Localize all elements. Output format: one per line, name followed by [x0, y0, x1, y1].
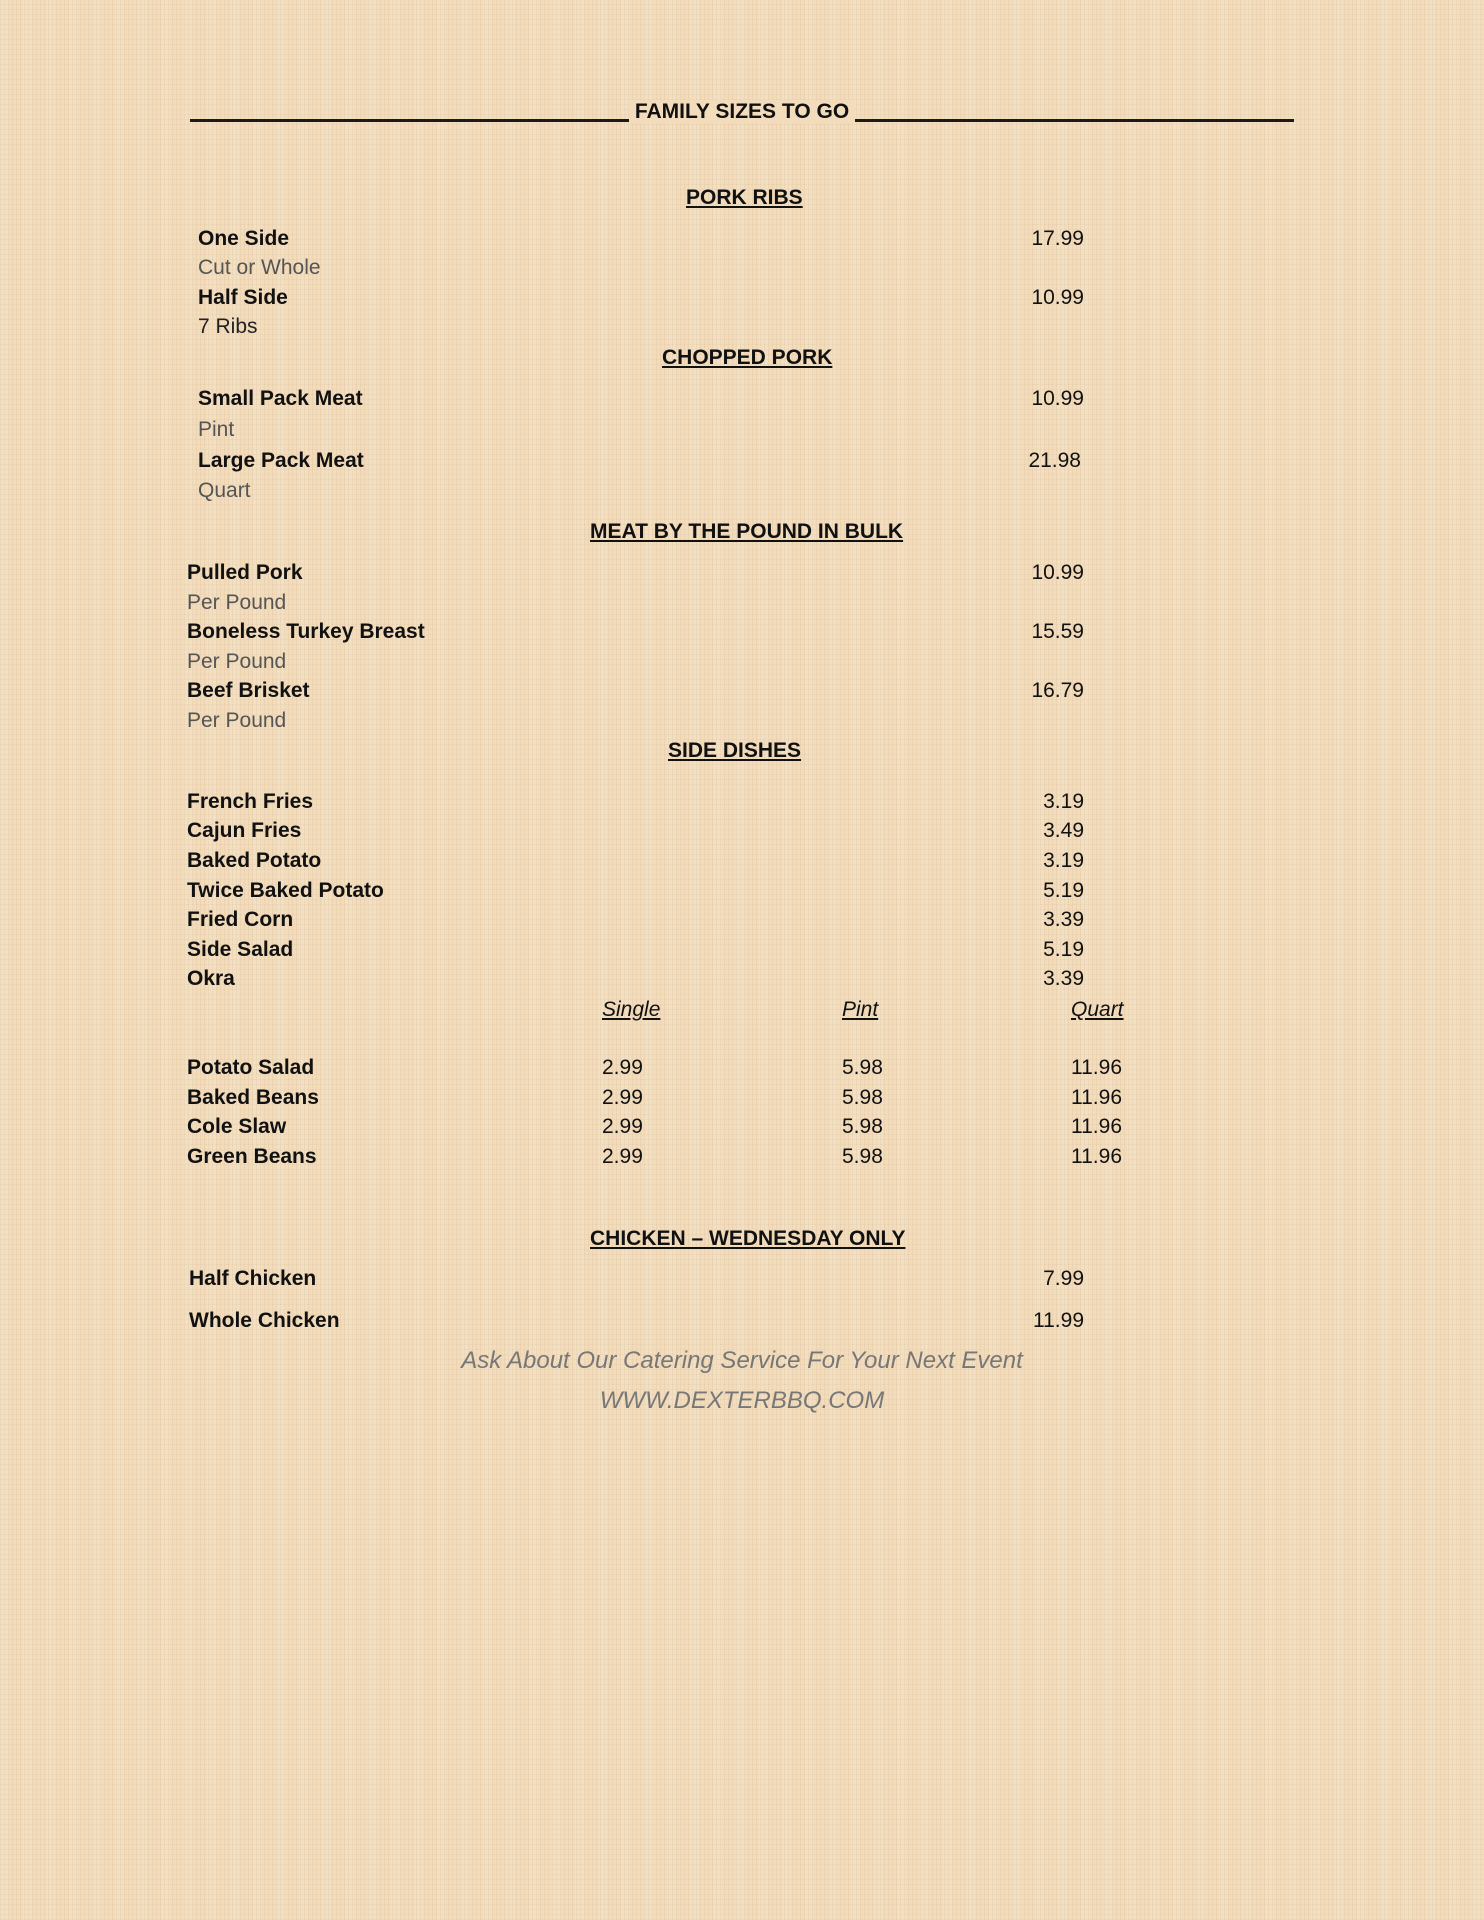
sized-item-quart: 11.96 — [1071, 1115, 1122, 1138]
bulk-heading: MEAT BY THE POUND IN BULK — [590, 520, 904, 543]
menu-item-price: 17.99 — [1031, 227, 1084, 250]
menu-item-name: Half Chicken — [189, 1267, 317, 1290]
sized-item-pint: 5.98 — [842, 1115, 883, 1138]
banner-title: FAMILY SIZES TO GO — [0, 100, 1484, 124]
side-item-price: 3.19 — [1043, 849, 1084, 872]
chopped-pork-heading: CHOPPED PORK — [662, 346, 833, 369]
menu-item-price: 10.99 — [1031, 286, 1084, 309]
sized-item-single: 2.99 — [602, 1086, 643, 1109]
side-item-price: 3.49 — [1043, 819, 1084, 842]
column-header-quart: Quart — [1071, 998, 1124, 1021]
pork-ribs-heading: PORK RIBS — [686, 186, 803, 209]
side-item-name: Twice Baked Potato — [187, 879, 384, 902]
side-item-name: French Fries — [187, 790, 314, 813]
menu-item-name: Half Side — [198, 286, 288, 309]
menu-item-note: Quart — [198, 479, 251, 502]
sized-item-single: 2.99 — [602, 1056, 643, 1079]
menu-item-price: 21.98 — [1028, 449, 1081, 472]
side-item-price: 3.39 — [1043, 908, 1084, 931]
side-item-name: Fried Corn — [187, 908, 294, 931]
menu-item-name: Small Pack Meat — [198, 387, 363, 410]
menu-item-price: 15.59 — [1031, 620, 1084, 643]
menu-item-note: Pint — [198, 418, 235, 441]
menu-item-name: Large Pack Meat — [198, 449, 364, 472]
menu-item-name: Pulled Pork — [187, 561, 303, 584]
catering-note: Ask About Our Catering Service For Your Next Event — [461, 1347, 1023, 1374]
website-link[interactable]: WWW.DEXTERBBQ.COM — [599, 1387, 885, 1414]
side-item-name: Baked Potato — [187, 849, 322, 872]
menu-item-price: 10.99 — [1031, 387, 1084, 410]
column-header-single: Single — [602, 998, 661, 1021]
sized-item-quart: 11.96 — [1071, 1145, 1122, 1168]
side-item-price: 5.19 — [1043, 879, 1084, 902]
sized-item-quart: 11.96 — [1071, 1086, 1122, 1109]
sized-item-name: Cole Slaw — [187, 1115, 287, 1138]
sized-item-quart: 11.96 — [1071, 1056, 1122, 1079]
menu-item-note: Per Pound — [187, 650, 287, 673]
menu-item-note: 7 Ribs — [198, 315, 258, 338]
side-item-price: 5.19 — [1043, 938, 1084, 961]
sized-item-pint: 5.98 — [842, 1145, 883, 1168]
side-item-name: Okra — [187, 967, 235, 990]
side-dishes-heading: SIDE DISHES — [668, 739, 802, 762]
menu-item-note: Cut or Whole — [198, 256, 321, 279]
sized-item-single: 2.99 — [602, 1115, 643, 1138]
chicken-heading: CHICKEN – WEDNESDAY ONLY — [590, 1227, 906, 1250]
sized-item-pint: 5.98 — [842, 1086, 883, 1109]
menu-item-name: Beef Brisket — [187, 679, 310, 702]
menu-item-name: Boneless Turkey Breast — [187, 620, 425, 643]
menu-item-price: 11.99 — [1033, 1309, 1084, 1332]
column-header-pint: Pint — [842, 998, 879, 1021]
menu-item-price: 7.99 — [1043, 1267, 1084, 1290]
menu-item-note: Per Pound — [187, 709, 287, 732]
menu-item-price: 10.99 — [1031, 561, 1084, 584]
menu-item-name: One Side — [198, 227, 290, 250]
sized-item-name: Potato Salad — [187, 1056, 315, 1079]
menu-item-price: 16.79 — [1031, 679, 1084, 702]
menu-item-note: Per Pound — [187, 591, 287, 614]
sized-item-name: Baked Beans — [187, 1086, 319, 1109]
sized-item-name: Green Beans — [187, 1145, 317, 1168]
side-item-name: Cajun Fries — [187, 819, 302, 842]
side-item-price: 3.19 — [1043, 790, 1084, 813]
sized-item-single: 2.99 — [602, 1145, 643, 1168]
side-item-price: 3.39 — [1043, 967, 1084, 990]
side-item-name: Side Salad — [187, 938, 294, 961]
menu-item-name: Whole Chicken — [189, 1309, 340, 1332]
sized-item-pint: 5.98 — [842, 1056, 883, 1079]
